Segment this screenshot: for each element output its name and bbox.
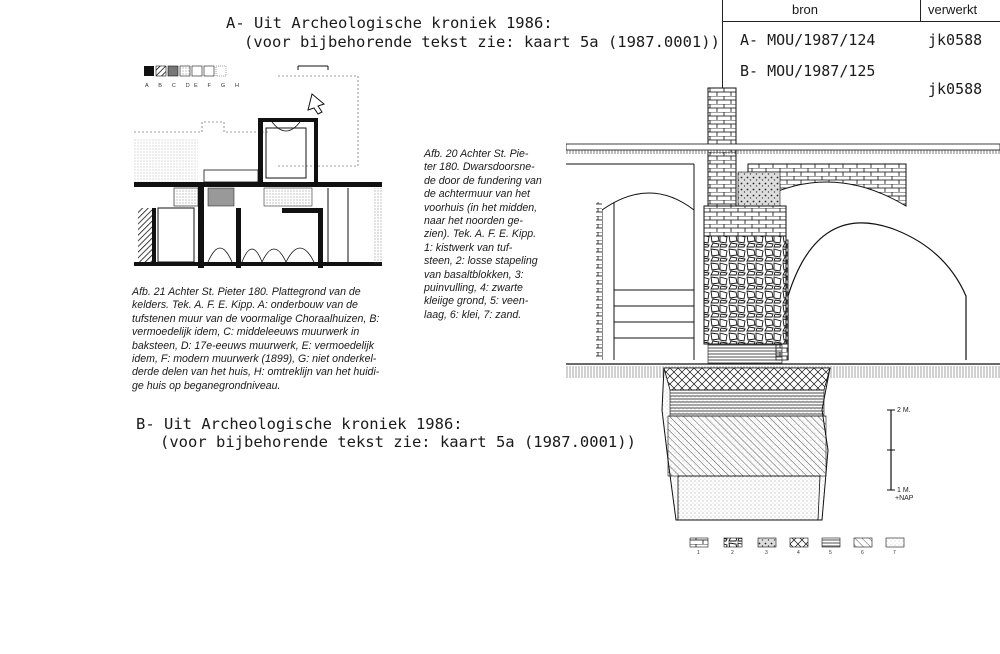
verwerkt-column-header: verwerkt (928, 2, 978, 17)
figure-20-caption: Afb. 20 Achter St. Pie- ter 180. Dwarsdoorsne- de door de fundering van de achtermuur van het voorhuis (in het midden, naar het noorden ge- zien). Tek. A. F. E. Kipp. 1: kistwerk van tuf- steen, 2: losse stapeling van basaltblokken, 3: puinvulling, 4: zwarte kleiige grond, 5: veen- laag, 6: klei, 7: zand. (424, 148, 542, 321)
legend-num-4: 4 (797, 550, 800, 556)
plan-legend (144, 66, 243, 89)
legend-num-3: 3 (765, 550, 768, 556)
header-a-title: A- Uit Archeologische kroniek 1986: (226, 14, 553, 32)
legend-num-7: 7 (893, 550, 896, 556)
scale-label-1m: 1 M. (897, 487, 911, 494)
legend-num-6: 6 (861, 550, 864, 556)
header-b-title: B- Uit Archeologische kroniek 1986: (136, 415, 463, 433)
foundation-section-figure (566, 80, 1000, 560)
legend-num-1: 1 (697, 550, 700, 556)
header-a-reference: (voor bijbehorende tekst zie: kaart 5a (1987.0001)) (244, 33, 720, 51)
plan-legend-letters: A B C DE F G H (145, 83, 244, 89)
verwerkt-cell-b: jk0588 (928, 80, 983, 98)
header-b-reference: (voor bijbehorende tekst zie: kaart 5a (1987.0001)) (160, 433, 636, 451)
section-scale-bar (887, 407, 914, 502)
section-legend (690, 538, 904, 556)
figure-21-caption: Afb. 21 Achter St. Pieter 180. Plattegrond van de kelders. Tek. A. F. E. Kipp. A: onderbouw van de tufstenen muur van de voormalige Choraalhuizen, B: vermoedelijk idem, C: middeleeuws muurwerk in baksteen, D: 17e-eeuws muurwerk, E: vermoedelijk idem, F: modern muurwerk (1899), G: niet onderkel- derde delen van het huis, H: omtreklijn van het huidi- ge huis op beganegrondniveau. (132, 286, 380, 392)
scale-label-2m: 2 M. (897, 407, 911, 414)
bron-column-header: bron (792, 2, 819, 17)
verwerkt-cell-a: jk0588 (928, 31, 983, 49)
north-arrow-icon (298, 66, 328, 114)
legend-num-2: 2 (731, 550, 734, 556)
scale-label-nap: +NAP (895, 495, 914, 502)
cellar-plan-figure (128, 58, 388, 273)
bron-cell-b: B- MOU/1987/125 (740, 62, 876, 80)
bron-cell-a: A- MOU/1987/124 (740, 31, 876, 49)
legend-num-5: 5 (829, 550, 832, 556)
